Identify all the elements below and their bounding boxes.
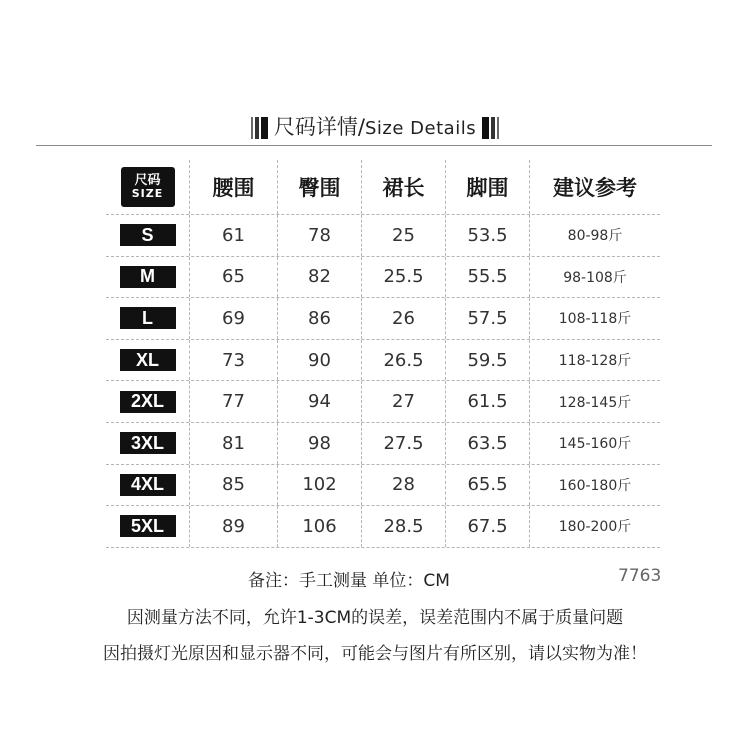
title-right-bars-icon bbox=[482, 117, 499, 139]
cell-length: 26 bbox=[362, 298, 446, 339]
cell-hip: 90 bbox=[278, 340, 362, 381]
cell-size bbox=[106, 298, 190, 339]
table-row bbox=[106, 465, 660, 507]
disclaimer-lighting: 因拍摄灯光原因和显示器不同，可能会与图片有所区别，请以实物为准！ bbox=[103, 644, 647, 664]
cell-size bbox=[106, 381, 190, 422]
cell-hem: 57.5 bbox=[446, 298, 530, 339]
header-reference: 建议参考 bbox=[553, 176, 637, 200]
cell-reference: 160-180斤 bbox=[558, 477, 632, 494]
title-en: Size Details bbox=[365, 118, 477, 139]
cell-reference: 118-128斤 bbox=[558, 353, 632, 370]
table-header-row bbox=[106, 160, 660, 215]
cell-hem: 61.5 bbox=[446, 381, 530, 422]
table-row bbox=[106, 257, 660, 299]
header-hip: 臀围 bbox=[278, 160, 362, 214]
cell-hem: 55.5 bbox=[446, 257, 530, 298]
size-header-badge bbox=[121, 167, 175, 207]
cell-length: 28.5 bbox=[362, 506, 446, 547]
cell-reference: 108-118斤 bbox=[558, 311, 632, 328]
cell-hip: 94 bbox=[278, 381, 362, 422]
product-code: 7763 bbox=[618, 566, 662, 586]
title-cn: 尺码详情/ bbox=[273, 115, 365, 139]
cell-length: 25 bbox=[362, 215, 446, 256]
size-header-en: SIZE bbox=[131, 187, 164, 201]
table-row bbox=[106, 423, 660, 465]
cell-size bbox=[106, 340, 190, 381]
table-row bbox=[106, 381, 660, 423]
cell-length: 28 bbox=[362, 465, 446, 506]
cell-hip: 102 bbox=[278, 465, 362, 506]
header-length: 裙长 bbox=[362, 160, 446, 214]
cell-hem: 63.5 bbox=[446, 423, 530, 464]
cell-length: 27 bbox=[362, 381, 446, 422]
cell-reference: 145-160斤 bbox=[558, 436, 632, 453]
table-row bbox=[106, 215, 660, 257]
cell-size bbox=[106, 257, 190, 298]
size-badge: 3XL bbox=[120, 432, 176, 454]
table-body bbox=[106, 215, 660, 548]
cell-reference: 180-200斤 bbox=[558, 519, 632, 536]
header-size-cell bbox=[106, 160, 190, 214]
cell-length: 25.5 bbox=[362, 257, 446, 298]
cell-size bbox=[106, 215, 190, 256]
cell-hem: 53.5 bbox=[446, 215, 530, 256]
table-row bbox=[106, 506, 660, 548]
note-row bbox=[0, 566, 750, 590]
cell-size bbox=[106, 465, 190, 506]
cell-size bbox=[106, 506, 190, 547]
size-badge: S bbox=[120, 224, 176, 246]
cell-hem: 65.5 bbox=[446, 465, 530, 506]
cell-waist: 65 bbox=[190, 257, 278, 298]
table-row bbox=[106, 340, 660, 382]
cell-hip: 106 bbox=[278, 506, 362, 547]
size-badge: XL bbox=[120, 349, 176, 371]
size-header-cn: 尺码 bbox=[134, 173, 161, 189]
cell-length: 26.5 bbox=[362, 340, 446, 381]
header-waist: 腰围 bbox=[190, 160, 278, 214]
disclaimer-measurement: 因测量方法不同，允许1-3CM的误差，误差范围内不属于质量问题 bbox=[126, 608, 624, 628]
cell-waist: 85 bbox=[190, 465, 278, 506]
cell-reference: 98-108斤 bbox=[563, 269, 627, 286]
cell-hem: 59.5 bbox=[446, 340, 530, 381]
header-hem: 脚围 bbox=[446, 160, 530, 214]
cell-reference: 128-145斤 bbox=[558, 394, 632, 411]
page-title bbox=[0, 112, 750, 144]
cell-hip: 78 bbox=[278, 215, 362, 256]
title-left-bars-icon bbox=[251, 117, 268, 139]
cell-size bbox=[106, 423, 190, 464]
cell-length: 27.5 bbox=[362, 423, 446, 464]
title-divider bbox=[36, 145, 712, 146]
table-row bbox=[106, 298, 660, 340]
cell-hip: 86 bbox=[278, 298, 362, 339]
size-badge: L bbox=[120, 307, 176, 329]
size-badge: 5XL bbox=[120, 515, 176, 537]
measurement-note: 备注：手工测量 单位：CM bbox=[248, 571, 450, 591]
cell-hip: 82 bbox=[278, 257, 362, 298]
size-badge: 4XL bbox=[120, 474, 176, 496]
cell-waist: 61 bbox=[190, 215, 278, 256]
title-text bbox=[274, 111, 476, 145]
cell-hem: 67.5 bbox=[446, 506, 530, 547]
cell-waist: 69 bbox=[190, 298, 278, 339]
cell-waist: 77 bbox=[190, 381, 278, 422]
cell-hip: 98 bbox=[278, 423, 362, 464]
cell-waist: 89 bbox=[190, 506, 278, 547]
cell-waist: 81 bbox=[190, 423, 278, 464]
size-badge: M bbox=[120, 266, 176, 288]
size-table bbox=[106, 160, 660, 548]
cell-reference: 80-98斤 bbox=[567, 228, 623, 245]
size-badge: 2XL bbox=[120, 391, 176, 413]
cell-waist: 73 bbox=[190, 340, 278, 381]
